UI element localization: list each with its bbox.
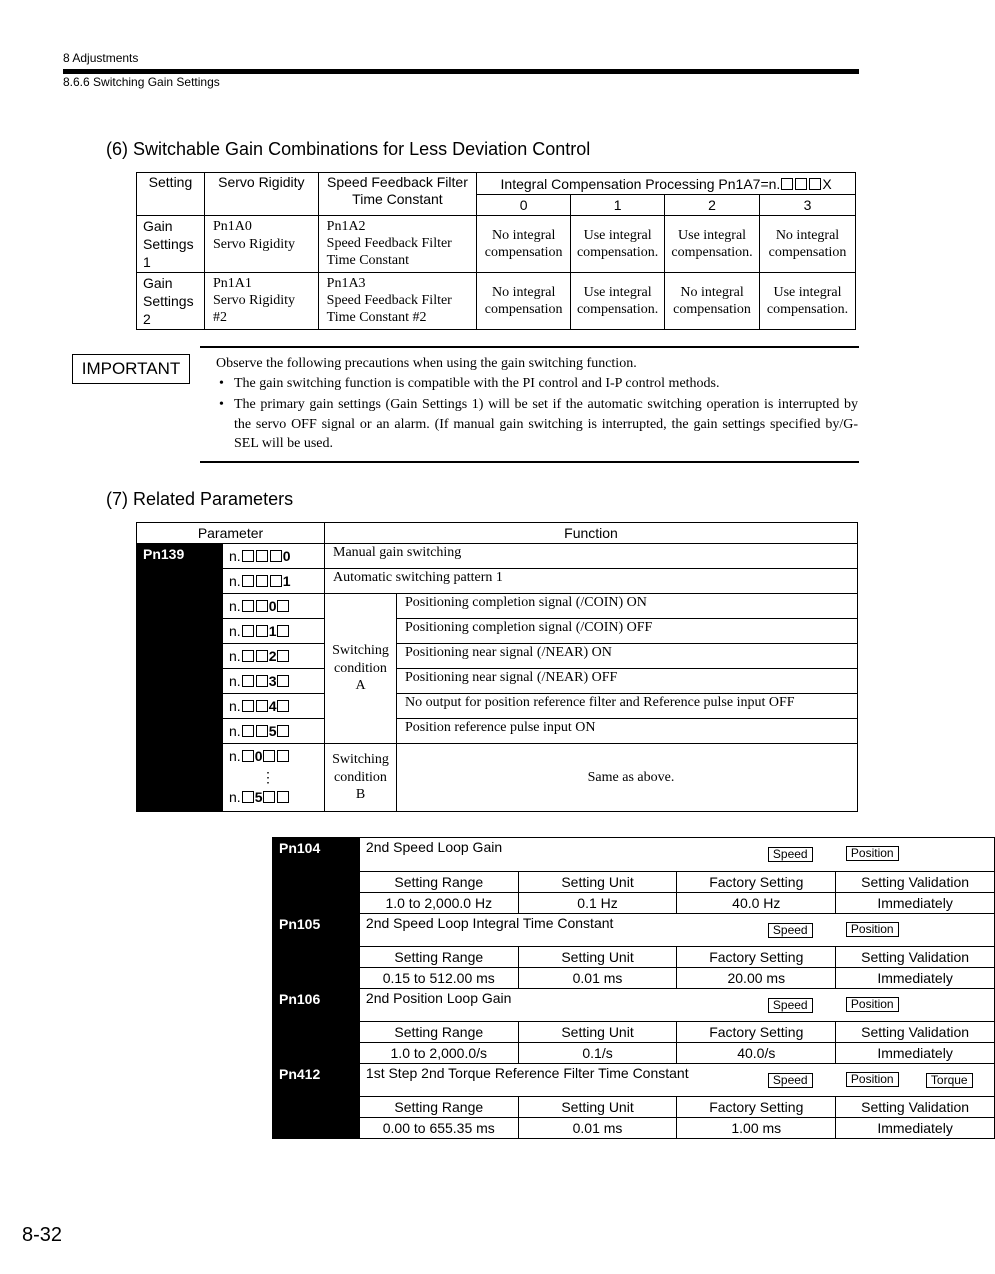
digit-box-icon: [270, 550, 282, 562]
col-factory-setting: Factory Setting: [677, 1022, 836, 1043]
function-text: Position reference pulse input ON: [397, 719, 858, 744]
cond-label-line: condition: [334, 660, 387, 676]
val-line: Use integral: [773, 285, 842, 300]
table-row: [137, 594, 858, 619]
header-integral-compensation: [477, 173, 856, 195]
col-factory-setting: Factory Setting: [677, 872, 836, 893]
param-title-text: 2nd Speed Loop Integral Time Constant: [365, 915, 614, 931]
col-setting-validation: Setting Validation: [836, 1097, 995, 1118]
value-validation: Immediately: [836, 968, 995, 989]
row-sff-line: Speed Feedback Filter: [326, 236, 452, 251]
code-digit: 1: [282, 573, 291, 589]
val-line: Use integral: [678, 228, 747, 243]
param-title: [359, 989, 994, 1022]
val-line: compensation.: [766, 302, 849, 317]
digit-box-icon: [242, 725, 254, 737]
table-row: [137, 569, 858, 594]
switching-condition-b: [325, 744, 397, 812]
code-prefix: n.: [229, 723, 241, 739]
table-row: [137, 694, 858, 719]
code-prefix: n.: [229, 648, 241, 664]
speed-tag: Speed: [768, 1073, 813, 1088]
cond-label-line: Switching: [332, 643, 389, 659]
code-digit: 5: [254, 789, 263, 805]
row-sff-line: Time Constant #2: [326, 310, 427, 325]
position-tag: Position: [846, 997, 899, 1012]
row-val: [760, 216, 856, 273]
param-code: [223, 619, 325, 644]
val-line: Use integral: [583, 285, 652, 300]
cond-label-line: Switching: [332, 752, 389, 768]
val-line: No integral: [680, 285, 744, 300]
value-factory: 20.00 ms: [677, 968, 836, 989]
header-col-1: 1: [571, 195, 665, 216]
cond-label-line: A: [355, 678, 366, 694]
value-unit: 0.01 ms: [518, 1118, 677, 1139]
row-setting: [137, 216, 205, 273]
param-code-range: [223, 744, 325, 812]
row-servo-line: Servo Rigidity: [212, 293, 295, 308]
function-text: Positioning near signal (/NEAR) ON: [397, 644, 858, 669]
row-servo-rigidity: [204, 273, 318, 330]
digit-box-icon: [242, 650, 254, 662]
table-row: [137, 619, 858, 644]
value-factory: 40.0 Hz: [677, 893, 836, 914]
header-setting: Setting: [137, 173, 205, 216]
col-setting-unit: Setting Unit: [518, 1097, 677, 1118]
digit-box-icon: [263, 750, 275, 762]
digit-box-icon: [256, 725, 268, 737]
code-prefix: n.: [229, 698, 241, 714]
row-servo-rigidity: [204, 216, 318, 273]
col-setting-unit: Setting Unit: [518, 872, 677, 893]
page-number: 8-32: [22, 1224, 63, 1246]
param-title: [359, 1064, 994, 1097]
col-setting-range: Setting Range: [359, 947, 518, 968]
header-function: Function: [325, 523, 858, 544]
param-number: Pn105: [273, 914, 360, 989]
col-factory-setting: Factory Setting: [677, 1097, 836, 1118]
digit-box-icon: [277, 750, 289, 762]
val-line: No integral: [491, 228, 556, 243]
col-setting-validation: Setting Validation: [836, 1022, 995, 1043]
code-prefix: n.: [229, 623, 241, 639]
row-setting-line: 1: [143, 254, 151, 270]
position-tag: Position: [846, 1072, 899, 1087]
header-servo-rigidity: Servo Rigidity: [204, 173, 318, 216]
code-prefix: n.: [229, 748, 241, 764]
parameter-blocks: [136, 837, 970, 1139]
digit-box-icon: [256, 650, 268, 662]
val-line: compensation.: [671, 245, 753, 260]
important-label: IMPORTANT: [72, 354, 190, 384]
row-val: [665, 273, 760, 330]
row-sff-line: Speed Feedback Filter: [326, 293, 452, 308]
value-validation: Immediately: [836, 1043, 995, 1064]
row-setting-line: Gain: [143, 218, 173, 234]
table-row: [137, 644, 858, 669]
value-factory: 40.0/s: [677, 1043, 836, 1064]
param-block-pn104: [272, 837, 995, 914]
value-range: 1.0 to 2,000.0 Hz: [359, 893, 518, 914]
row-sff-line: Time Constant: [326, 253, 409, 268]
row-sff: [318, 216, 477, 273]
digit-box-icon: [277, 650, 289, 662]
col-setting-unit: Setting Unit: [518, 947, 677, 968]
digit-box-icon: [256, 600, 268, 612]
row-setting-line: Settings: [143, 236, 194, 252]
row-val: [477, 216, 571, 273]
important-text: [216, 354, 858, 454]
digit-box-icon: [242, 750, 254, 762]
row-servo-line: Pn1A0: [212, 219, 252, 234]
speed-tag: Speed: [768, 998, 813, 1013]
code-digit: 0: [268, 598, 277, 614]
code-digit: 0: [282, 548, 291, 564]
table-row: [137, 544, 858, 569]
digit-box-icon: [277, 700, 289, 712]
important-rule-top: [200, 346, 859, 348]
value-unit: 0.01 ms: [518, 968, 677, 989]
header-col-3: 3: [760, 195, 856, 216]
col-setting-range: Setting Range: [359, 1022, 518, 1043]
digit-box-icon: [795, 178, 807, 190]
header-sff-line2: Time Constant: [352, 191, 443, 207]
param-title-text: 2nd Position Loop Gain: [365, 990, 512, 1006]
param-number: Pn106: [273, 989, 360, 1064]
value-validation: Immediately: [836, 1118, 995, 1139]
torque-tag: Torque: [926, 1073, 973, 1088]
section-6-title: (6) Switchable Gain Combinations for Less Deviation Control: [106, 139, 591, 159]
header-sff-line1: Speed Feedback Filter: [327, 174, 468, 190]
val-line: compensation: [768, 245, 847, 260]
val-line: compensation.: [576, 302, 659, 317]
value-range: 0.15 to 512.00 ms: [359, 968, 518, 989]
val-line: compensation: [673, 302, 751, 317]
param-code: [223, 694, 325, 719]
col-setting-range: Setting Range: [359, 872, 518, 893]
val-line: Use integral: [583, 228, 652, 243]
digit-box-icon: [242, 575, 254, 587]
col-setting-validation: Setting Validation: [836, 872, 995, 893]
important-intro: Observe the following precautions when using the gain switching function.: [216, 356, 637, 371]
function-text: Positioning completion signal (/COIN) OFF: [397, 619, 858, 644]
param-number-pn139: Pn139: [137, 544, 223, 812]
param-code: [223, 569, 325, 594]
header-col-0: 0: [477, 195, 571, 216]
switching-condition-a: [325, 594, 397, 744]
row-sff-line: Pn1A3: [326, 276, 366, 291]
speed-tag: Speed: [768, 923, 813, 938]
val-line: compensation.: [576, 245, 659, 260]
cond-label-line: condition: [334, 769, 387, 785]
col-setting-validation: Setting Validation: [836, 947, 995, 968]
row-val: [571, 273, 665, 330]
header-col-2: 2: [665, 195, 760, 216]
param-code: [223, 669, 325, 694]
code-digit: 3: [268, 673, 277, 689]
function-text: Automatic switching pattern 1: [325, 569, 858, 594]
digit-box-icon: [242, 675, 254, 687]
row-val: [477, 273, 571, 330]
col-setting-unit: Setting Unit: [518, 1022, 677, 1043]
table-row: [137, 669, 858, 694]
digit-box-icon: [277, 625, 289, 637]
code-digit: 0: [254, 748, 263, 764]
digit-box-icon: [242, 791, 254, 803]
chapter-header: 8 Adjustments: [63, 51, 139, 65]
digit-box-icon: [277, 600, 289, 612]
integral-suffix: X: [822, 175, 832, 192]
value-unit: 0.1 Hz: [518, 893, 677, 914]
param-block-pn412: [272, 1063, 995, 1139]
val-line: compensation: [484, 245, 563, 260]
val-line: No integral: [491, 285, 556, 300]
important-bullets: [216, 374, 858, 454]
cond-label-line: B: [355, 787, 366, 803]
value-unit: 0.1/s: [518, 1043, 677, 1064]
col-setting-range: Setting Range: [359, 1097, 518, 1118]
param-block-pn106: [272, 988, 995, 1064]
gain-combination-table: [136, 172, 856, 330]
row-servo-line: Pn1A1: [212, 276, 252, 291]
function-text: Positioning completion signal (/COIN) ON: [397, 594, 858, 619]
table-row: [137, 744, 858, 812]
header-speed-feedback-filter: [318, 173, 477, 216]
row-setting-line: 2: [143, 311, 151, 327]
code-digit: 2: [268, 648, 277, 664]
code-prefix: n.: [229, 598, 241, 614]
digit-box-icon: [242, 550, 254, 562]
code-prefix: n.: [229, 548, 241, 564]
code-prefix: n.: [229, 673, 241, 689]
code-digit: 4: [268, 698, 277, 714]
val-line: No integral: [775, 228, 840, 243]
param-code: [223, 594, 325, 619]
row-sff-line: Pn1A2: [326, 219, 366, 234]
row-val: [760, 273, 856, 330]
digit-box-icon: [256, 700, 268, 712]
digit-box-icon: [277, 791, 289, 803]
val-line: compensation: [484, 302, 563, 317]
value-range: 1.0 to 2,000.0/s: [359, 1043, 518, 1064]
row-sff: [318, 273, 477, 330]
param-title: [359, 914, 994, 947]
value-validation: Immediately: [836, 893, 995, 914]
code-first: [229, 746, 324, 767]
important-rule-bottom: [200, 461, 859, 463]
code-digit: 5: [268, 723, 277, 739]
digit-box-icon: [277, 725, 289, 737]
list-item: • The gain switching function is compatible with the PI control and I-P control methods.: [216, 374, 858, 394]
position-tag: Position: [846, 846, 899, 861]
digit-box-icon: [277, 675, 289, 687]
vertical-ellipsis-icon: ⋮: [261, 769, 275, 785]
row-val: [665, 216, 760, 273]
code-digit: 1: [268, 623, 277, 639]
row-val: [571, 216, 665, 273]
digit-box-icon: [242, 625, 254, 637]
header-rule: [63, 69, 859, 74]
table-row: [137, 216, 856, 273]
position-tag: Position: [846, 922, 899, 937]
row-servo-line: #2: [212, 310, 227, 325]
param-title-text: 1st Step 2nd Torque Reference Filter Time Constant: [365, 1065, 689, 1081]
code-prefix: n.: [229, 789, 241, 805]
code-last: [229, 787, 324, 808]
row-setting-line: Gain: [143, 275, 173, 291]
digit-box-icon: [270, 575, 282, 587]
integral-title-text: Integral Compensation Processing Pn1A7=n.: [500, 175, 781, 192]
param-code: [223, 644, 325, 669]
value-range: 0.00 to 655.35 ms: [359, 1118, 518, 1139]
table-row: [137, 273, 856, 330]
section-header: 8.6.6 Switching Gain Settings: [63, 75, 220, 89]
param-title-text: 2nd Speed Loop Gain: [365, 839, 503, 855]
param-code: [223, 719, 325, 744]
digit-box-icon: [809, 178, 821, 190]
list-item: • The primary gain settings (Gain Settings 1) will be set if the automatic switching operation is interrupted by the servo OFF signal or an alarm. (If manual gain switching is interrupted, the gain settings specified by/G-SEL will be used.: [216, 395, 858, 454]
col-factory-setting: Factory Setting: [677, 947, 836, 968]
function-text: Manual gain switching: [325, 544, 858, 569]
digit-box-icon: [256, 550, 268, 562]
digit-box-icon: [242, 600, 254, 612]
function-text: Same as above.: [397, 744, 858, 812]
row-servo-line: Servo Rigidity: [212, 237, 295, 252]
row-setting: [137, 273, 205, 330]
digit-box-icon: [263, 791, 275, 803]
table-row: [137, 719, 858, 744]
speed-tag: Speed: [768, 847, 813, 862]
function-text: Positioning near signal (/NEAR) OFF: [397, 669, 858, 694]
section-7-title: (7) Related Parameters: [106, 489, 294, 509]
row-setting-line: Settings: [143, 293, 194, 309]
param-title: [359, 838, 994, 872]
param-block-pn105: [272, 913, 995, 989]
digit-box-icon: [242, 700, 254, 712]
code-prefix: n.: [229, 573, 241, 589]
param-number: Pn412: [273, 1064, 360, 1139]
value-factory: 1.00 ms: [677, 1118, 836, 1139]
param-number: Pn104: [273, 838, 360, 914]
function-text: No output for position reference filter and Reference pulse input OFF: [397, 694, 858, 719]
digit-box-icon: [256, 625, 268, 637]
header-parameter: Parameter: [137, 523, 325, 544]
param-code: [223, 544, 325, 569]
digit-box-icon: [256, 575, 268, 587]
digit-box-icon: [781, 178, 793, 190]
related-parameters-table: [136, 522, 858, 812]
digit-box-icon: [256, 675, 268, 687]
